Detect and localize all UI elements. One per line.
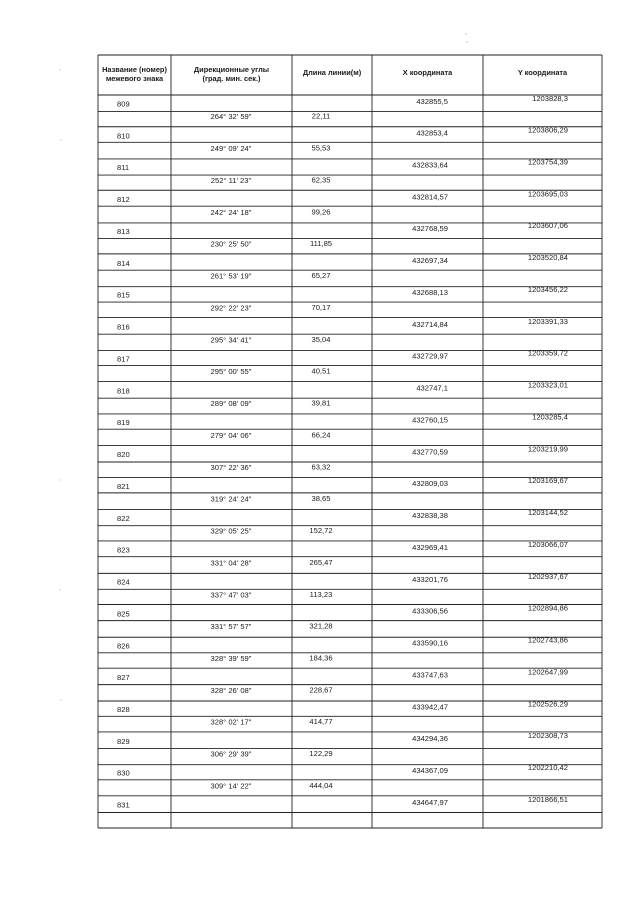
scan-speck [466,41,467,42]
point-name: 828 [117,704,130,714]
segment-direction-angle: 307° 22' 36" [210,462,252,472]
point-y-coordinate: 1203066,07 [527,539,568,549]
table-header [102,65,568,83]
header-length-line-0: Длина линии(м) [302,68,362,77]
point-y-coordinate: 1203219,99 [527,444,568,454]
point-x-coordinate: 432714,84 [412,319,448,329]
point-name: 824 [117,577,130,587]
segment-direction-angle: 319° 24' 24" [210,494,252,504]
point-x-coordinate: 434367,09 [412,766,448,776]
point-name: 810 [117,131,130,141]
point-y-coordinate: 1202894,86 [527,603,568,613]
point-x-coordinate: 432969,41 [412,542,448,552]
point-x-coordinate: 432855,5 [416,96,448,106]
point-y-coordinate: 1202743,86 [527,635,568,645]
point-name: 818 [117,386,130,396]
point-name: 816 [117,322,130,332]
point-y-coordinate: 1203754,39 [527,157,568,167]
point-name: 809 [117,99,130,109]
segment-direction-angle: 261° 53' 19" [210,271,252,281]
segment-line-length: 265,47 [309,557,333,567]
point-x-coordinate: 432729,97 [412,351,448,361]
point-y-coordinate: 1202210,42 [527,763,568,773]
point-y-coordinate: 1203806,29 [527,125,568,135]
segment-direction-angle: 337° 47' 03" [210,590,252,600]
header-y-line-0: Y координата [517,68,568,77]
segment-line-length: 62,35 [311,175,331,185]
point-y-coordinate: 1202647,99 [527,667,568,677]
header-name-line-0: Название (номер) [102,65,167,74]
point-name: 811 [117,163,130,173]
point-name: 814 [117,258,130,268]
point-y-coordinate: 1203359,72 [527,348,568,358]
scan-speck [60,70,61,71]
point-x-coordinate: 432770,59 [412,447,448,457]
segment-line-length: 38,65 [311,494,331,504]
point-name: 815 [117,290,130,300]
point-name: 820 [117,450,130,460]
segment-line-length: 113,23 [309,589,333,599]
segment-direction-angle: 331° 57' 57" [210,622,252,632]
segment-direction-angle: 306° 29' 39" [210,749,252,759]
header-angle-line-1: (град. мин. сек.) [202,74,261,83]
segment-line-length: 152,72 [309,526,333,536]
scan-speck [60,480,61,481]
segment-direction-angle: 331° 04' 28" [210,558,252,568]
point-y-coordinate: 1203391,33 [527,316,568,326]
segment-direction-angle: 242° 24' 18" [210,207,252,217]
point-y-coordinate: 1203828,3 [532,93,568,103]
segment-rows [211,112,333,791]
point-x-coordinate: 433942,47 [412,702,448,712]
point-x-coordinate: 432688,13 [412,287,448,297]
point-x-coordinate: 432809,03 [412,479,448,489]
point-y-coordinate: 1203169,67 [527,476,568,486]
segment-direction-angle: 309° 14' 22" [210,781,252,791]
point-x-coordinate: 433306,56 [412,606,448,616]
segment-line-length: 321,28 [309,621,333,631]
point-x-coordinate: 433590,16 [412,638,448,648]
point-y-coordinate: 1201866,51 [527,794,568,804]
segment-direction-angle: 329° 05' 25" [210,526,252,536]
segment-line-length: 122,29 [309,749,333,759]
point-name: 827 [117,673,130,683]
segment-direction-angle: 328° 02' 17" [210,717,252,727]
segment-direction-angle: 289° 08' 09" [210,399,252,409]
point-x-coordinate: 432838,38 [412,511,448,521]
segment-line-length: 65,27 [311,271,331,281]
point-x-coordinate: 432747,1 [416,383,448,393]
point-x-coordinate: 432697,34 [412,256,448,266]
scan-speck [61,140,62,141]
point-x-coordinate: 432768,59 [412,224,448,234]
segment-line-length: 63,32 [311,462,331,472]
segment-line-length: 414,77 [309,717,333,727]
segment-direction-angle: 292° 22' 23" [210,303,252,313]
point-name: 829 [117,736,130,746]
point-y-coordinate: 1202308,73 [527,731,568,741]
segment-line-length: 39,81 [311,398,331,408]
segment-direction-angle: 252° 11' 23" [210,175,252,185]
segment-line-length: 444,04 [309,780,333,790]
point-x-coordinate: 432814,57 [412,192,448,202]
point-y-coordinate: 1203144,52 [527,508,568,518]
point-x-coordinate: 432833,64 [412,160,448,170]
point-name: 822 [117,513,130,523]
segment-direction-angle: 249° 09' 24" [210,144,252,154]
segment-direction-angle: 230° 25' 50" [210,239,252,249]
point-y-coordinate: 1203520,84 [527,253,568,263]
segment-direction-angle: 295° 00' 55" [210,367,252,377]
point-y-coordinate: 1203323,01 [527,380,568,390]
header-x-line-0: X координата [402,68,453,77]
segment-line-length: 228,67 [309,685,333,695]
segment-line-length: 70,17 [311,302,331,312]
point-name: 812 [117,195,130,205]
segment-direction-angle: 328° 39' 59" [210,654,252,664]
point-y-coordinate: 1202937,67 [527,571,568,581]
segment-direction-angle: 264° 32' 59" [210,112,252,122]
segment-direction-angle: 295° 34' 41" [210,335,252,345]
scan-speck [60,590,61,591]
segment-direction-angle: 328° 26' 08" [210,685,252,695]
segment-line-length: 35,04 [311,334,331,344]
point-x-coordinate: 434294,36 [412,734,448,744]
point-x-coordinate: 433201,76 [412,574,448,584]
point-name: 821 [117,481,130,491]
segment-line-length: 22,11 [311,111,331,121]
scan-speck [465,33,466,34]
segment-direction-angle: 279° 04' 06" [210,430,252,440]
point-name: 817 [117,354,130,364]
segment-line-length: 66,24 [311,430,331,440]
point-rows [117,94,568,810]
scan-speck [61,700,62,701]
point-name: 831 [117,800,130,810]
segment-line-length: 99,26 [311,207,331,217]
point-name: 825 [117,609,130,619]
segment-line-length: 111,85 [309,239,333,249]
segment-line-length: 184,36 [309,653,333,663]
point-x-coordinate: 433747,63 [412,670,448,680]
point-name: 823 [117,545,130,555]
point-name: 826 [117,641,130,651]
point-name: 830 [117,768,130,778]
table-grid [98,55,602,828]
point-y-coordinate: 1203695,03 [527,189,568,199]
point-x-coordinate: 434647,97 [412,797,448,807]
segment-line-length: 55,53 [311,143,331,153]
point-x-coordinate: 432853,4 [416,128,448,138]
point-x-coordinate: 432760,15 [412,415,448,425]
point-y-coordinate: 1203285,4 [532,412,568,422]
point-name: 819 [117,418,130,428]
header-name-line-1: межевого знака [105,74,164,83]
point-name: 813 [117,226,130,236]
header-angle-line-0: Дирекционные углы [193,65,270,74]
segment-line-length: 40,51 [311,366,331,376]
point-y-coordinate: 1203607,06 [527,221,568,231]
point-y-coordinate: 1203456,22 [527,284,568,294]
point-y-coordinate: 1202526,29 [527,699,568,709]
